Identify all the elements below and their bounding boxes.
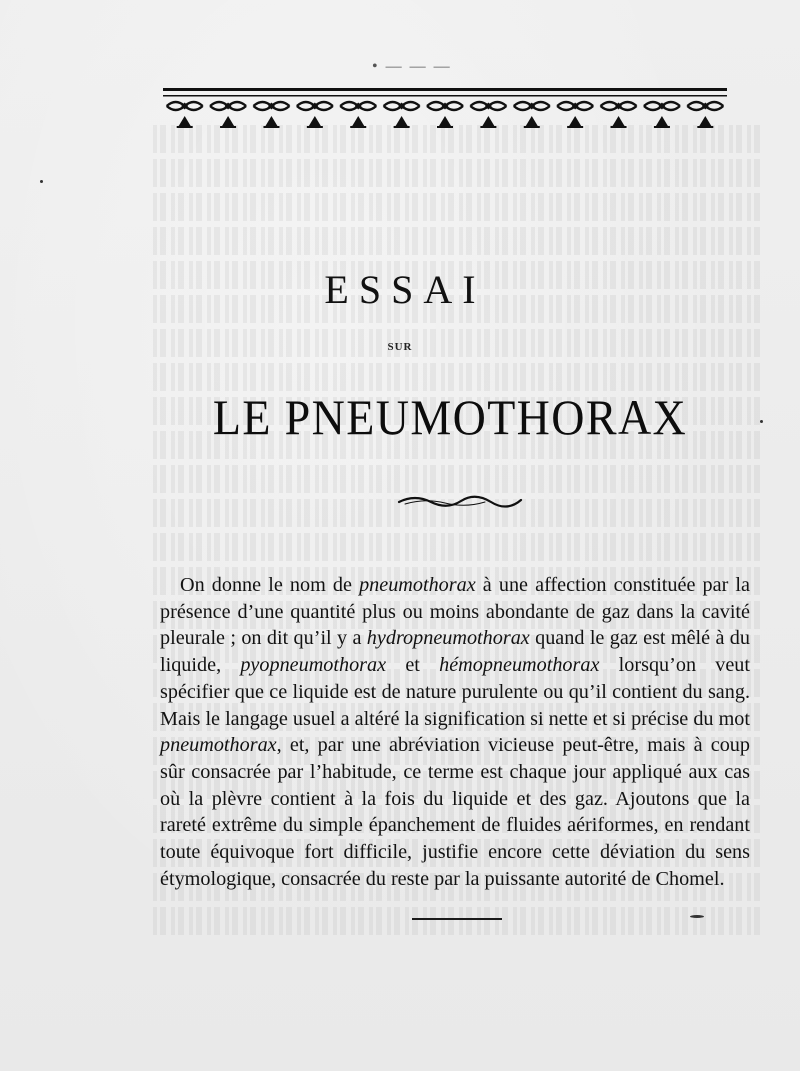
italic-term: pneumothorax bbox=[160, 734, 277, 757]
title-main: LE PNEUMOTHORAX bbox=[212, 389, 688, 445]
body-text-run: à une affection constituée par la présence d’une quantité plus ou moins abondante de gaz dans la cavité pleurale ; on dit qu’il y a bbox=[160, 574, 750, 650]
title-essai: ESSAI bbox=[324, 267, 486, 312]
decorative-swash-divider bbox=[395, 490, 525, 512]
body-text-run: quand le gaz est mêlé à du liquide, bbox=[160, 627, 750, 677]
ink-speck bbox=[690, 915, 704, 918]
body-text-run: On donne le nom de bbox=[180, 574, 360, 596]
page-folio-mark: • — — — bbox=[372, 58, 452, 75]
closing-rule bbox=[412, 918, 502, 920]
italic-term: hydropneumothorax bbox=[366, 627, 530, 650]
body-text-run: et bbox=[386, 654, 440, 677]
italic-term: pneumothorax bbox=[359, 574, 476, 596]
body-paragraph bbox=[160, 572, 750, 892]
italic-term: pyopneumothorax bbox=[240, 654, 387, 677]
ink-speck bbox=[760, 420, 763, 423]
body-text-run: lorsqu’on veut spécifier que ce liquide est de nature purulente ou qu’il contient du sang. Mais le langage usuel a altéré la signification si nette et si précise du mot bbox=[160, 654, 750, 730]
italic-term: hémopneumothorax bbox=[439, 654, 600, 677]
ink-speck bbox=[40, 180, 43, 183]
title-sur: SUR bbox=[387, 341, 413, 353]
ornamental-header-band bbox=[163, 86, 727, 132]
body-text-run: , et, par une abréviation vicieuse peut-être, mais à coup sûr consacrée par l’habitude, ce terme est chaque jour appliqué aux cas où la plèvre contient à la fois du liquide et des gaz. Ajoutons que la rareté extrême du simple épanchement de fluides aériformes, en rendant toute équivoque fort difficile, justifie encore cette déviation du sens étymologique, consacrée du reste par la puissante autorité de Chomel. bbox=[160, 734, 750, 890]
